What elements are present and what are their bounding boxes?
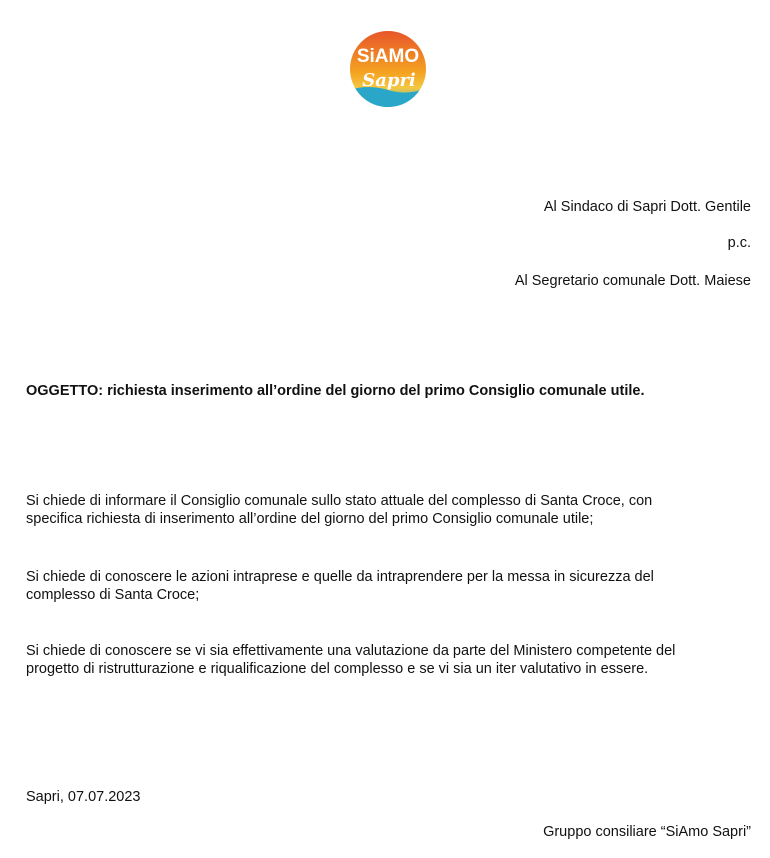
paragraph-1 — [26, 492, 751, 528]
paragraph-line: Si chiede di informare il Consiglio comunale sullo stato attuale del complesso di Santa Croce, con — [26, 493, 653, 509]
logo-badge-icon — [349, 30, 427, 108]
recipient-cc: p.c. — [727, 235, 751, 251]
paragraph-line: Si chiede di conoscere le azioni intraprese e quelle da intraprendere per la messa in sicurezza del — [26, 569, 654, 585]
paragraph-line: specifica richiesta di inserimento all’ordine del giorno del primo Consiglio comunale utile; — [26, 511, 594, 527]
paragraph-line: progetto di ristrutturazione e riqualificazione del complesso e se vi sia un iter valutativo in essere. — [26, 661, 649, 677]
subject-line: OGGETTO: richiesta inserimento all’ordine del giorno del primo Consiglio comunale utile. — [26, 383, 645, 399]
signature: Gruppo consiliare “SiAmo Sapri” — [543, 824, 751, 840]
logo-text-bottom: Sapri — [362, 70, 416, 91]
paragraph-2 — [26, 568, 751, 604]
logo-text-top: SiAMO — [356, 46, 420, 67]
paragraph-line: Si chiede di conoscere se vi sia effettivamente una valutazione da parte del Ministero competente del — [26, 643, 676, 659]
recipient-mayor: Al Sindaco di Sapri Dott. Gentile — [543, 199, 751, 215]
siamo-sapri-logo — [349, 30, 427, 108]
recipient-secretary: Al Segretario comunale Dott. Maiese — [514, 273, 751, 289]
paragraph-3 — [26, 642, 751, 678]
letter-date: Sapri, 07.07.2023 — [26, 789, 141, 805]
paragraph-line: complesso di Santa Croce; — [26, 587, 200, 603]
